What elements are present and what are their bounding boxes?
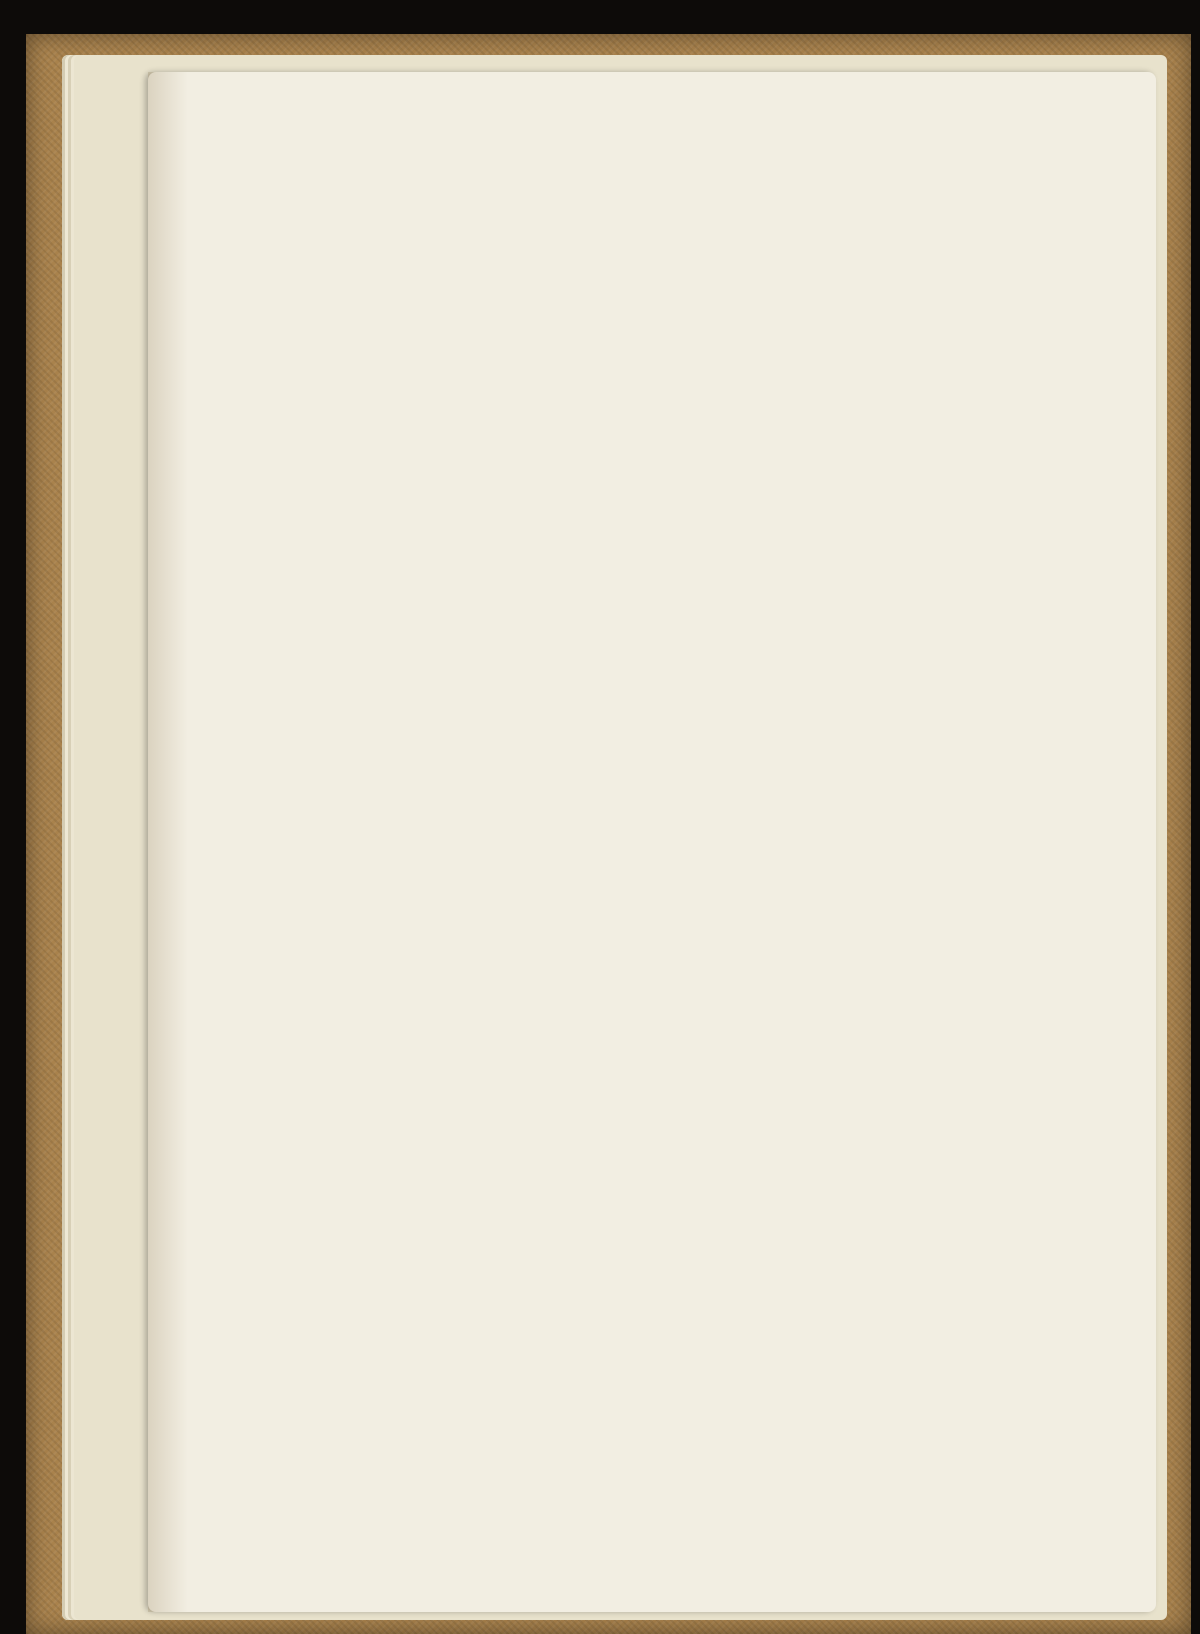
verse-quotation [320, 249, 1110, 259]
book-page [148, 72, 1156, 1612]
catalogue-text [320, 205, 1110, 259]
page-header [320, 205, 1110, 249]
